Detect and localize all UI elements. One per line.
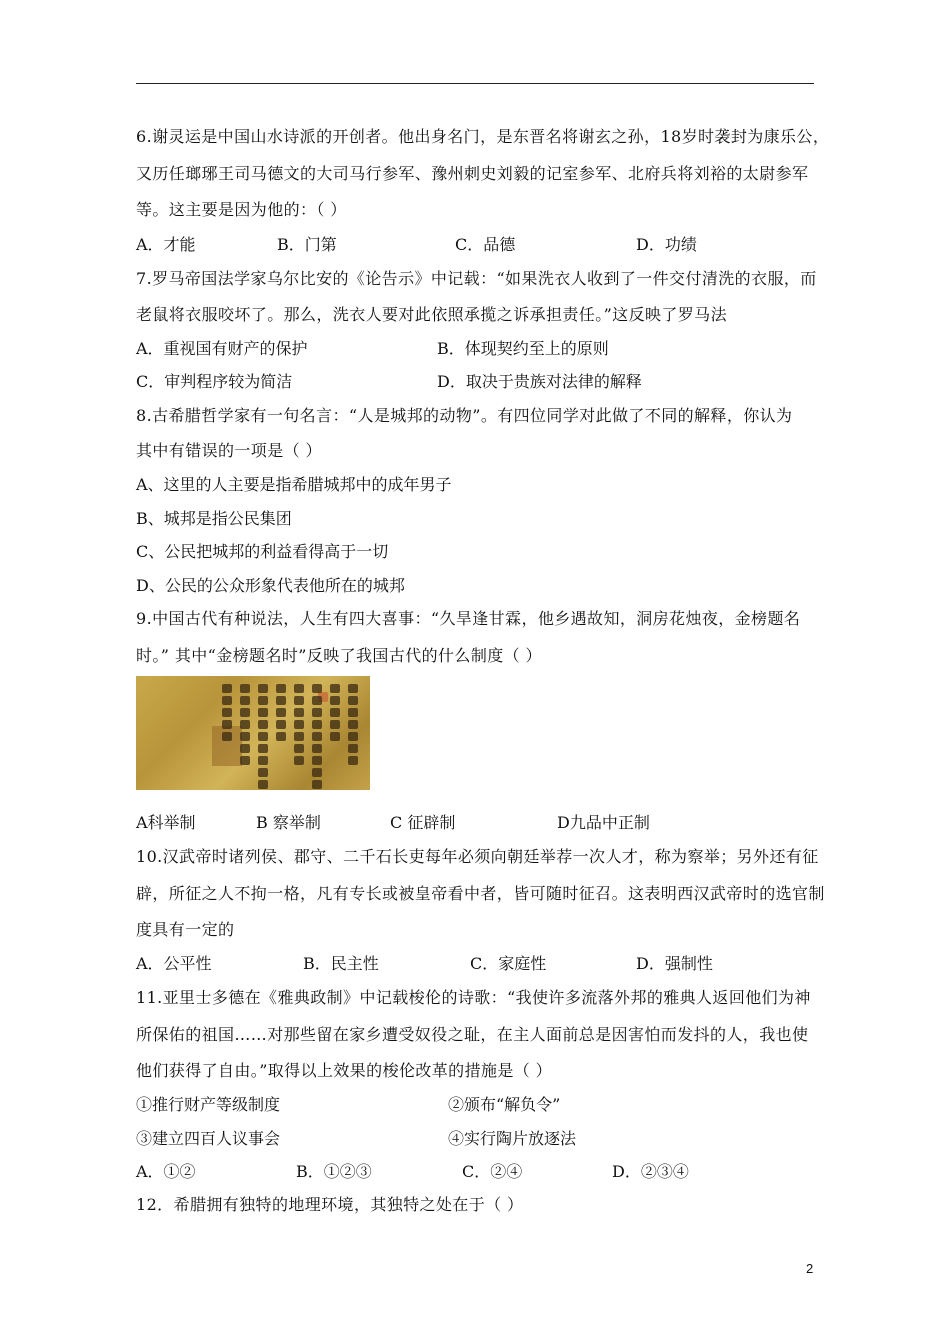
q9-option-c: C 征辟制 bbox=[390, 813, 456, 832]
q11-item-2: ②颁布“解负令” bbox=[448, 1095, 561, 1114]
q6-option-c: C．品德 bbox=[455, 235, 516, 254]
q7-option-a: A．重视国有财产的保护 bbox=[136, 339, 308, 358]
calligraphy-glyph bbox=[258, 756, 268, 765]
q11-item-3: ③建立四百人议事会 bbox=[136, 1129, 281, 1148]
q8-option-b: B、城邦是指公民集团 bbox=[136, 509, 292, 528]
q9-line-2: 时。” 其中“金榜题名时”反映了我国古代的什么制度（ ） bbox=[136, 646, 542, 665]
q9-option-b: B 察举制 bbox=[256, 813, 321, 832]
calligraphy-glyph bbox=[258, 732, 268, 741]
q7-line-2: 老鼠将衣服咬坏了。那么，洗衣人要对此依照承揽之诉承担责任。”这反映了罗马法 bbox=[136, 305, 727, 324]
calligraphy-glyph bbox=[294, 720, 304, 729]
calligraphy-glyph bbox=[240, 684, 250, 693]
q10-line-2: 辟，所征之人不拘一格，凡有专长或被皇帝看中者，皆可随时征召。这表明西汉武帝时的选官制 bbox=[136, 884, 825, 903]
calligraphy-glyph bbox=[330, 720, 340, 729]
q11-item-4: ④实行陶片放逐法 bbox=[448, 1129, 577, 1148]
q7-option-c: C．审判程序较为简洁 bbox=[136, 372, 293, 391]
q8-option-c: C、公民把城邦的利益看得高于一切 bbox=[136, 542, 389, 561]
calligraphy-glyph bbox=[240, 732, 250, 741]
imperial-exam-list-image bbox=[136, 676, 370, 790]
q6-line-2: 又历任瑯琊王司马德文的大司马行参军、豫州刺史刘毅的记室参军、北府兵将刘裕的太尉参军 bbox=[136, 164, 809, 183]
calligraphy-glyph bbox=[294, 732, 304, 741]
q6-option-b: B．门第 bbox=[277, 235, 337, 254]
page-number: 2 bbox=[806, 1261, 814, 1276]
q9-option-d: D九品中正制 bbox=[557, 813, 650, 832]
q8-line-2: 其中有错误的一项是（ ） bbox=[136, 441, 322, 460]
calligraphy-glyph bbox=[258, 696, 268, 705]
q6-line-1: 6.谢灵运是中国山水诗派的开创者。他出身名门，是东晋名将谢玄之孙，18岁时袭封为康乐公， bbox=[136, 127, 830, 146]
q10-option-a: A．公平性 bbox=[136, 954, 212, 973]
q7-option-b: B．体现契约至上的原则 bbox=[437, 339, 609, 358]
calligraphy-glyph bbox=[330, 684, 340, 693]
q10-line-3: 度具有一定的 bbox=[136, 920, 235, 939]
calligraphy-glyph bbox=[294, 708, 304, 717]
q12-line-1: 12．希腊拥有独特的地理环境，其独特之处在于（ ） bbox=[136, 1195, 524, 1214]
calligraphy-glyph bbox=[312, 768, 322, 777]
calligraphy-glyph bbox=[258, 768, 268, 777]
calligraphy-glyph bbox=[312, 780, 322, 789]
q10-line-1: 10.汉武帝时诸列侯、郡守、二千石长吏每年必须向朝廷举荐一次人才，称为察举；另外还有征 bbox=[136, 847, 819, 866]
q11-option-a: A．①② bbox=[136, 1162, 196, 1181]
q11-option-d: D．②③④ bbox=[612, 1162, 689, 1181]
calligraphy-glyph bbox=[258, 720, 268, 729]
calligraphy-glyph bbox=[240, 696, 250, 705]
calligraphy-column bbox=[294, 684, 304, 782]
calligraphy-glyph bbox=[312, 696, 322, 705]
calligraphy-glyph bbox=[330, 696, 340, 705]
calligraphy-glyph bbox=[240, 720, 250, 729]
calligraphy-column bbox=[240, 684, 250, 782]
calligraphy-glyph bbox=[222, 684, 232, 693]
calligraphy-glyph bbox=[276, 720, 286, 729]
calligraphy-glyph bbox=[312, 732, 322, 741]
q11-option-b: B．①②③ bbox=[296, 1162, 372, 1181]
calligraphy-glyph bbox=[312, 720, 322, 729]
calligraphy-glyph bbox=[276, 708, 286, 717]
calligraphy-glyph bbox=[348, 732, 358, 741]
calligraphy-column bbox=[330, 684, 340, 782]
calligraphy-column bbox=[276, 684, 286, 782]
q11-line-1: 11.亚里士多德在《雅典政制》中记载梭伦的诗歌：“我使许多流落外邦的雅典人返回他们为神 bbox=[136, 988, 811, 1007]
q11-line-2: 所保佑的祖国……对那些留在家乡遭受奴役之耻，在主人面前总是因害怕而发抖的人，我也使 bbox=[136, 1025, 809, 1044]
calligraphy-column bbox=[258, 684, 268, 782]
calligraphy-glyph bbox=[348, 696, 358, 705]
calligraphy-glyph bbox=[258, 708, 268, 717]
q6-option-a: A．才能 bbox=[136, 235, 196, 254]
q6-option-d: D．功绩 bbox=[636, 235, 697, 254]
header-rule bbox=[136, 83, 814, 84]
calligraphy-glyph bbox=[258, 780, 268, 789]
q8-line-1: 8.古希腊哲学家有一句名言：“人是城邦的动物”。有四位同学对此做了不同的解释，你认为 bbox=[136, 406, 793, 425]
q11-option-c: C．②④ bbox=[462, 1162, 523, 1181]
calligraphy-glyph bbox=[294, 744, 304, 753]
calligraphy-glyph bbox=[240, 756, 250, 765]
calligraphy-glyph bbox=[276, 696, 286, 705]
calligraphy-column bbox=[312, 684, 322, 782]
calligraphy-column bbox=[222, 684, 232, 782]
calligraphy-glyph bbox=[348, 756, 358, 765]
q11-line-3: 他们获得了自由。”取得以上效果的梭伦改革的措施是（ ） bbox=[136, 1061, 553, 1080]
calligraphy-glyph bbox=[222, 732, 232, 741]
calligraphy-glyph bbox=[348, 708, 358, 717]
q9-line-1: 9.中国古代有种说法，人生有四大喜事：“久旱逢甘霖，他乡遇故知，洞房花烛夜，金榜题名 bbox=[136, 609, 801, 628]
calligraphy-glyph bbox=[240, 708, 250, 717]
calligraphy-glyph bbox=[312, 744, 322, 753]
calligraphy-glyph bbox=[348, 720, 358, 729]
calligraphy-glyph bbox=[330, 732, 340, 741]
q10-option-d: D．强制性 bbox=[636, 954, 713, 973]
calligraphy-glyph bbox=[312, 708, 322, 717]
calligraphy-glyph bbox=[276, 732, 286, 741]
calligraphy-glyph bbox=[258, 744, 268, 753]
calligraphy-glyph bbox=[312, 756, 322, 765]
calligraphy-glyph bbox=[294, 696, 304, 705]
q11-item-1: ①推行财产等级制度 bbox=[136, 1095, 281, 1114]
calligraphy-glyph bbox=[222, 696, 232, 705]
calligraphy-glyph bbox=[330, 708, 340, 717]
q6-line-3: 等。这主要是因为他的：（ ） bbox=[136, 200, 347, 219]
calligraphy-glyph bbox=[222, 720, 232, 729]
q10-option-c: C．家庭性 bbox=[470, 954, 547, 973]
q8-option-d: D、公民的公众形象代表他所在的城邦 bbox=[136, 576, 405, 595]
q9-option-a: A科举制 bbox=[136, 813, 196, 832]
calligraphy-glyph bbox=[294, 756, 304, 765]
calligraphy-glyph bbox=[222, 708, 232, 717]
calligraphy-glyph bbox=[276, 684, 286, 693]
calligraphy-glyph bbox=[312, 684, 322, 693]
q7-option-d: D．取决于贵族对法律的解释 bbox=[437, 372, 642, 391]
calligraphy-glyph bbox=[294, 684, 304, 693]
calligraphy-glyph bbox=[240, 744, 250, 753]
q8-option-a: A、这里的人主要是指希腊城邦中的成年男子 bbox=[136, 475, 452, 494]
calligraphy-glyph bbox=[348, 744, 358, 753]
calligraphy-column bbox=[348, 684, 358, 782]
calligraphy-glyph bbox=[348, 684, 358, 693]
q7-line-1: 7.罗马帝国法学家乌尔比安的《论告示》中记载：“如果洗衣人收到了一件交付清洗的衣服，而 bbox=[136, 269, 817, 288]
calligraphy-glyph bbox=[258, 684, 268, 693]
q10-option-b: B．民主性 bbox=[303, 954, 379, 973]
